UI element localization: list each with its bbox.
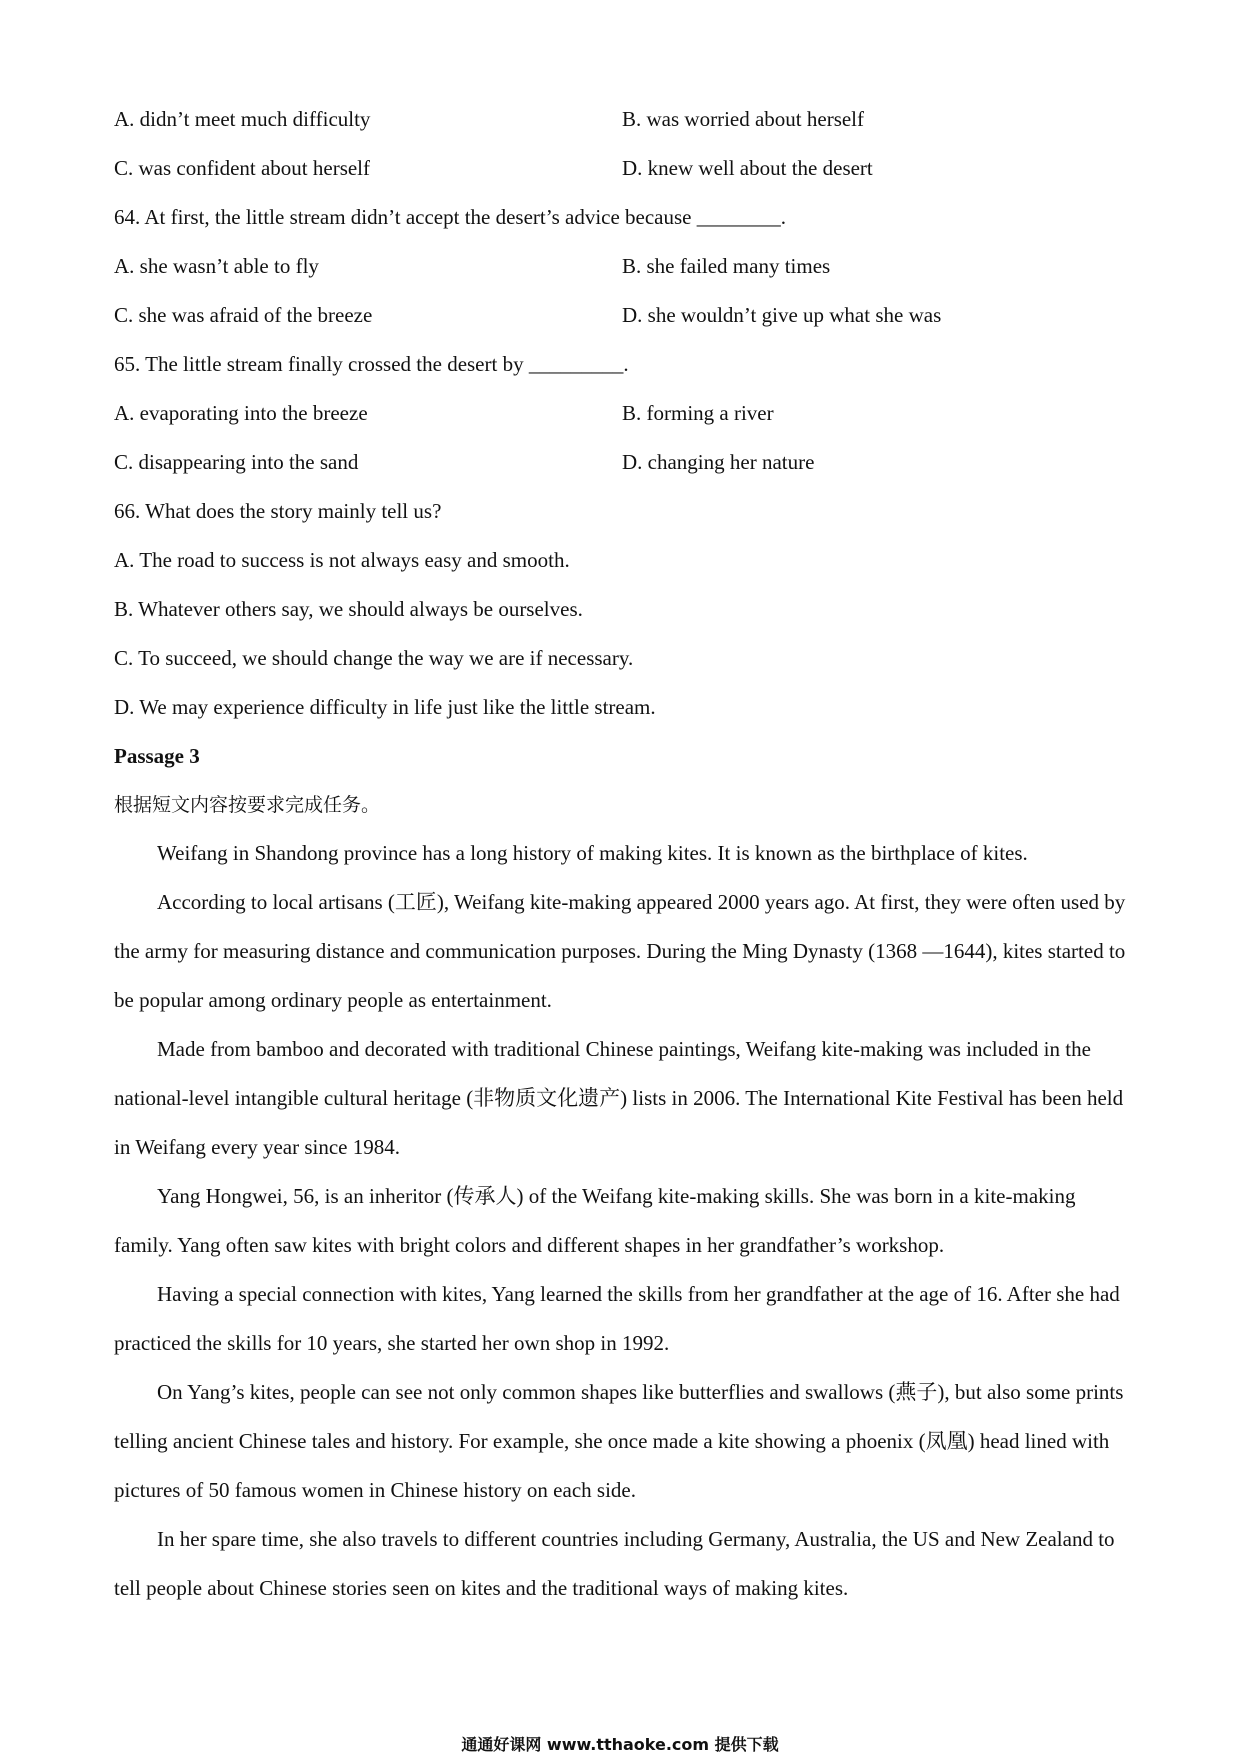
passage-paragraph: According to local artisans (工匠), Weifang kite-making appeared 2000 years ago. At first, they were often used by the army for measuring distance and communication purposes. During the Ming Dynasty (1368 —1644), kites started to be popular among ordinary people as entertainment. xyxy=(114,890,1126,1013)
q66-option-b: B. Whatever others say, we should always be ourselves. xyxy=(114,597,583,621)
q66-option-c: C. To succeed, we should change the way we are if necessary. xyxy=(114,646,634,670)
passage-paragraph: Yang Hongwei, 56, is an inheritor (传承人) of the Weifang kite-making skills. She was born in a kite-making family. Yang often saw kites with bright colors and different shapes in her grandfather’s workshop. xyxy=(114,1184,1076,1258)
q66-stem: 66. What does the story mainly tell us? xyxy=(114,499,442,523)
passage-paragraph: Having a special connection with kites, Yang learned the skills from her grandfather at the age of 16. After she had practiced the skills for 10 years, she started her own shop in 1992. xyxy=(114,1282,1120,1356)
q63-option-d: D. knew well about the desert xyxy=(622,156,873,180)
q65-option-b: B. forming a river xyxy=(622,401,774,425)
q64-option-a: A. she wasn’t able to fly xyxy=(114,254,319,278)
q64-stem: 64. At first, the little stream didn’t accept the desert’s advice because ________. xyxy=(114,205,786,229)
q65-option-d: D. changing her nature xyxy=(622,450,815,474)
q66-option-a: A. The road to success is not always easy and smooth. xyxy=(114,548,570,572)
q65-option-a: A. evaporating into the breeze xyxy=(114,401,368,425)
page-footer: 通通好课网 www.tthaoke.com 提供下载 xyxy=(461,1735,779,1754)
passage-paragraph: On Yang’s kites, people can see not only common shapes like butterflies and swallows (燕子), but also some prints telling ancient Chinese tales and history. For example, she once made a kite showing a phoenix (凤凰) head lined with pictures of 50 famous women in Chinese history on each side. xyxy=(114,1380,1124,1503)
passage-paragraph: Weifang in Shandong province has a long history of making kites. It is known as the birthplace of kites. xyxy=(157,841,1028,865)
q66-option-d: D. We may experience difficulty in life just like the little stream. xyxy=(114,695,656,719)
passage-paragraph: In her spare time, she also travels to different countries including Germany, Australia, the US and New Zealand to tell people about Chinese stories seen on kites and the traditional ways of making kites. xyxy=(114,1527,1115,1601)
passage-instruction: 根据短文内容按要求完成任务。 xyxy=(114,794,381,816)
q63-option-b: B. was worried about herself xyxy=(622,107,865,131)
q64-option-c: C. she was afraid of the breeze xyxy=(114,303,373,327)
q65-option-c: C. disappearing into the sand xyxy=(114,450,359,474)
q63-option-c: C. was confident about herself xyxy=(114,156,371,180)
passage-heading: Passage 3 xyxy=(114,744,200,768)
q64-option-d: D. she wouldn’t give up what she was xyxy=(622,303,942,327)
q65-stem: 65. The little stream finally crossed the desert by _________. xyxy=(114,352,629,376)
passage-paragraph: Made from bamboo and decorated with traditional Chinese paintings, Weifang kite-making was included in the national-level intangible cultural heritage (非物质文化遗产) lists in 2006. The International Kite Festival has been held in Weifang every year since 1984. xyxy=(114,1037,1124,1160)
q64-option-b: B. she failed many times xyxy=(622,254,831,278)
q63-option-a: A. didn’t meet much difficulty xyxy=(114,107,371,131)
